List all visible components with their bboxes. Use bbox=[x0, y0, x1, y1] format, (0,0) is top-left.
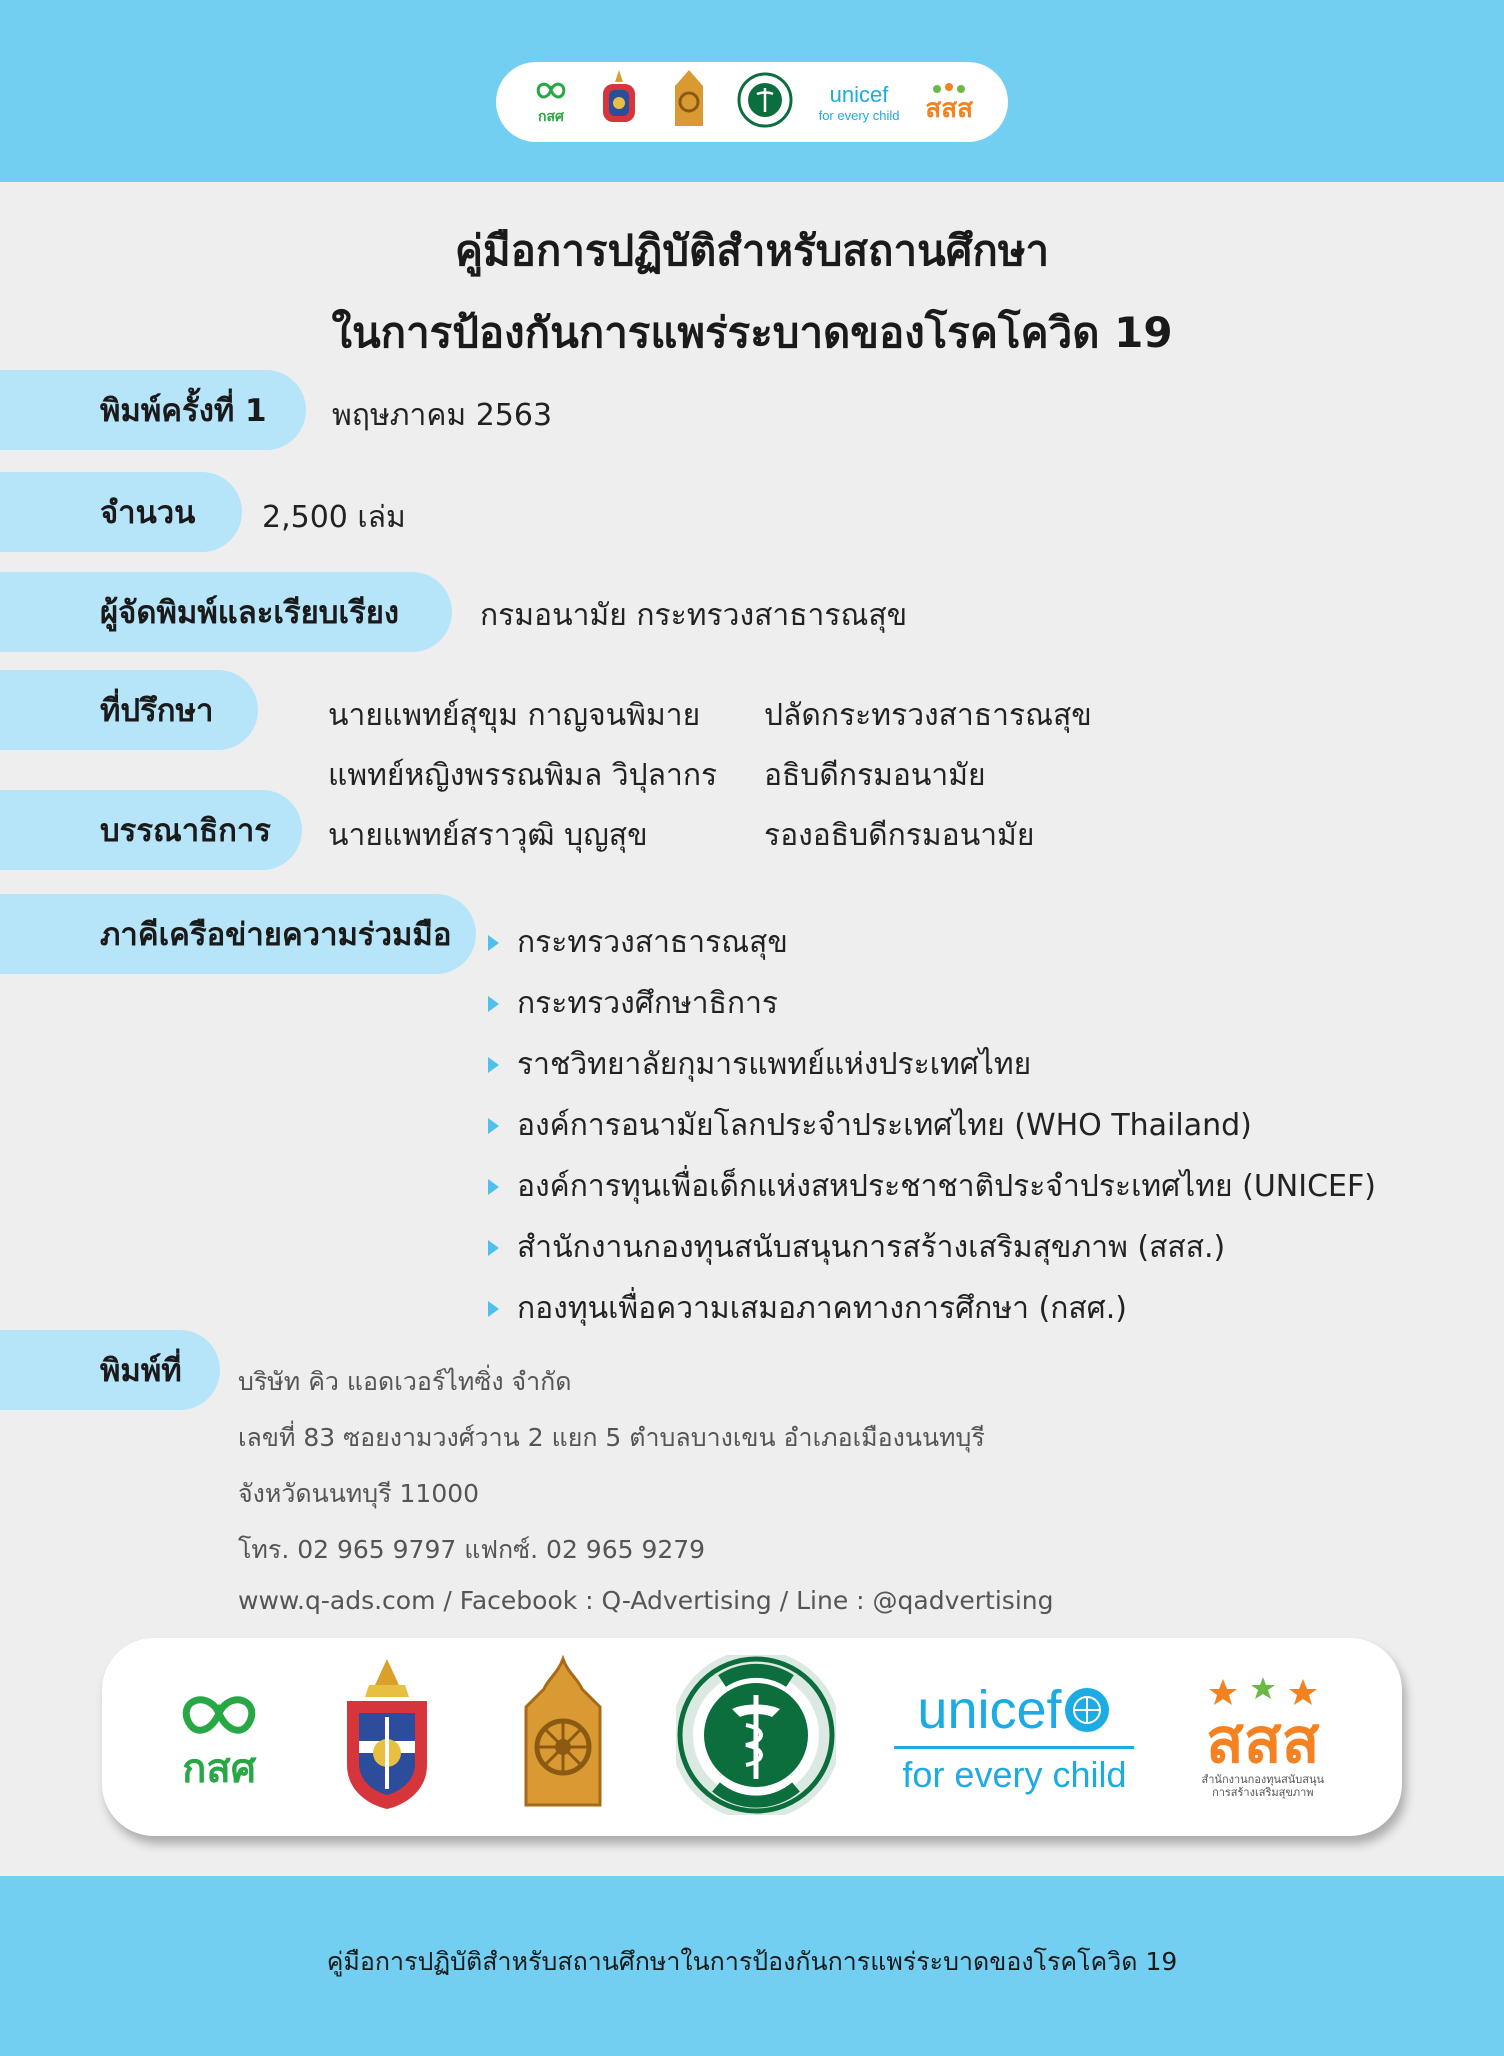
kasat-logo-text: กสศ bbox=[182, 1746, 257, 1792]
arrow-bullet-icon bbox=[488, 1301, 499, 1317]
arrow-bullet-icon bbox=[488, 1057, 499, 1073]
partner-text: กระทรวงสาธารณสุข bbox=[517, 925, 788, 960]
publisher-label: ผู้จัดพิมพ์และเรียบเรียง bbox=[0, 572, 452, 652]
arrow-bullet-icon bbox=[488, 935, 499, 951]
list-item bbox=[488, 973, 1376, 1034]
kasat-logo-text: กสศ bbox=[537, 109, 564, 125]
list-item bbox=[488, 912, 1376, 973]
kasat-logo-small bbox=[531, 76, 571, 128]
list-item bbox=[488, 1278, 1376, 1339]
list-item bbox=[488, 1156, 1376, 1217]
quantity-label: จำนวน bbox=[0, 472, 242, 552]
advisor-2-title: อธิบดีกรมอนามัย bbox=[764, 758, 986, 793]
logo-card bbox=[102, 1638, 1402, 1836]
editor-name: นายแพทย์สราวุฒิ บุญสุข bbox=[328, 818, 648, 853]
unicef-logo-small bbox=[819, 82, 900, 123]
footer-title: คู่มือการปฏิบัติสำหรับสถานศึกษาในการป้องกันการแพร่ระบาดของโรคโควิด 19 bbox=[326, 1947, 1178, 1976]
publisher-value: กรมอนามัย กระทรวงสาธารณสุข bbox=[480, 598, 908, 633]
unicef-divider bbox=[894, 1746, 1134, 1749]
ministry-education-logo bbox=[508, 1655, 618, 1819]
editor-label: บรรณาธิการ bbox=[0, 790, 302, 870]
thaihealth-logo-caption: สำนักงานกองทุนสนับสนุน การสร้างเสริมสุขภาพ bbox=[1201, 1773, 1325, 1799]
arrow-bullet-icon bbox=[488, 1118, 499, 1134]
list-item bbox=[488, 1217, 1376, 1278]
partner-text: องค์การอนามัยโลกประจำประเทศไทย (WHO Thailand) bbox=[517, 1108, 1252, 1143]
partners-list bbox=[488, 912, 1376, 1339]
list-item bbox=[488, 1095, 1376, 1156]
globe-icon bbox=[1062, 1685, 1112, 1735]
partner-text: กระทรวงศึกษาธิการ bbox=[517, 986, 779, 1021]
quantity-value: 2,500 เล่ม bbox=[262, 500, 406, 535]
advisor-2-name: แพทย์หญิงพรรณพิมล วิปุลากร bbox=[328, 758, 718, 793]
arrow-bullet-icon bbox=[488, 1179, 499, 1195]
printer-web: www.q-ads.com / Facebook : Q-Advertising / Line : @qadvertising bbox=[238, 1586, 1054, 1615]
list-item bbox=[488, 1034, 1376, 1095]
arrow-bullet-icon bbox=[488, 996, 499, 1012]
partner-text: กองทุนเพื่อความเสมอภาคทางการศึกษา (กสศ.) bbox=[517, 1291, 1127, 1326]
header-logo-strip bbox=[496, 62, 1008, 142]
partner-text: สำนักงานกองทุนสนับสนุนการสร้างเสริมสุขภาพ (สสส.) bbox=[517, 1230, 1226, 1265]
page-title-line1: คู่มือการปฏิบัติสำหรับสถานศึกษา bbox=[454, 226, 1050, 275]
thaihealth-logo-small bbox=[925, 82, 973, 122]
editor-title: รองอธิบดีกรมอนามัย bbox=[764, 818, 1035, 853]
printer-province: จังหวัดนนทบุรี 11000 bbox=[238, 1479, 480, 1508]
unicef-tagline-small: for every child bbox=[818, 107, 900, 123]
unicef-logo bbox=[894, 1680, 1134, 1795]
thaihealth-logo-text: สสส bbox=[1206, 1704, 1320, 1777]
partners-label: ภาคีเครือข่ายความร่วมมือ bbox=[0, 894, 476, 974]
ministry-education-logo-small bbox=[667, 68, 711, 136]
kasat-logo bbox=[171, 1683, 267, 1791]
royal-college-logo bbox=[325, 1655, 449, 1819]
printer-company: บริษัท คิว แอดเวอร์ไทซิ่ง จำกัด bbox=[238, 1367, 572, 1396]
unicef-logo-text-small: unicef bbox=[829, 81, 889, 107]
royal-college-logo-small bbox=[597, 68, 641, 136]
ministry-public-health-logo-small bbox=[737, 72, 793, 132]
edition-value: พฤษภาคม 2563 bbox=[332, 398, 553, 433]
edition-label: พิมพ์ครั้งที่ 1 bbox=[0, 370, 306, 450]
thaihealth-logo bbox=[1193, 1675, 1333, 1799]
printer-address: เลขที่ 83 ซอยงามวงศ์วาน 2 แยก 5 ตำบลบางเขน อำเภอเมืองนนทบุรี bbox=[238, 1423, 985, 1452]
advisor-1-title: ปลัดกระทรวงสาธารณสุข bbox=[764, 698, 1092, 733]
ministry-public-health-logo bbox=[676, 1655, 836, 1819]
unicef-tagline: for every child bbox=[902, 1753, 1127, 1795]
partner-text: ราชวิทยาลัยกุมารแพทย์แห่งประเทศไทย bbox=[517, 1047, 1032, 1082]
printer-label: พิมพ์ที่ bbox=[0, 1330, 220, 1410]
thaihealth-logo-text-small: สสส bbox=[925, 94, 974, 124]
advisor-label: ที่ปรึกษา bbox=[0, 670, 258, 750]
unicef-logo-text: unicef bbox=[917, 1679, 1062, 1740]
partner-text: องค์การทุนเพื่อเด็กแห่งสหประชาชาติประจำประเทศไทย (UNICEF) bbox=[517, 1169, 1376, 1204]
printer-phone: โทร. 02 965 9797 แฟกซ์. 02 965 9279 bbox=[238, 1535, 706, 1564]
page-title-line2: ในการป้องกันการแพร่ระบาดของโรคโควิด 19 bbox=[331, 308, 1173, 357]
advisor-1-name: นายแพทย์สุขุม กาญจนพิมาย bbox=[328, 698, 701, 733]
arrow-bullet-icon bbox=[488, 1240, 499, 1256]
